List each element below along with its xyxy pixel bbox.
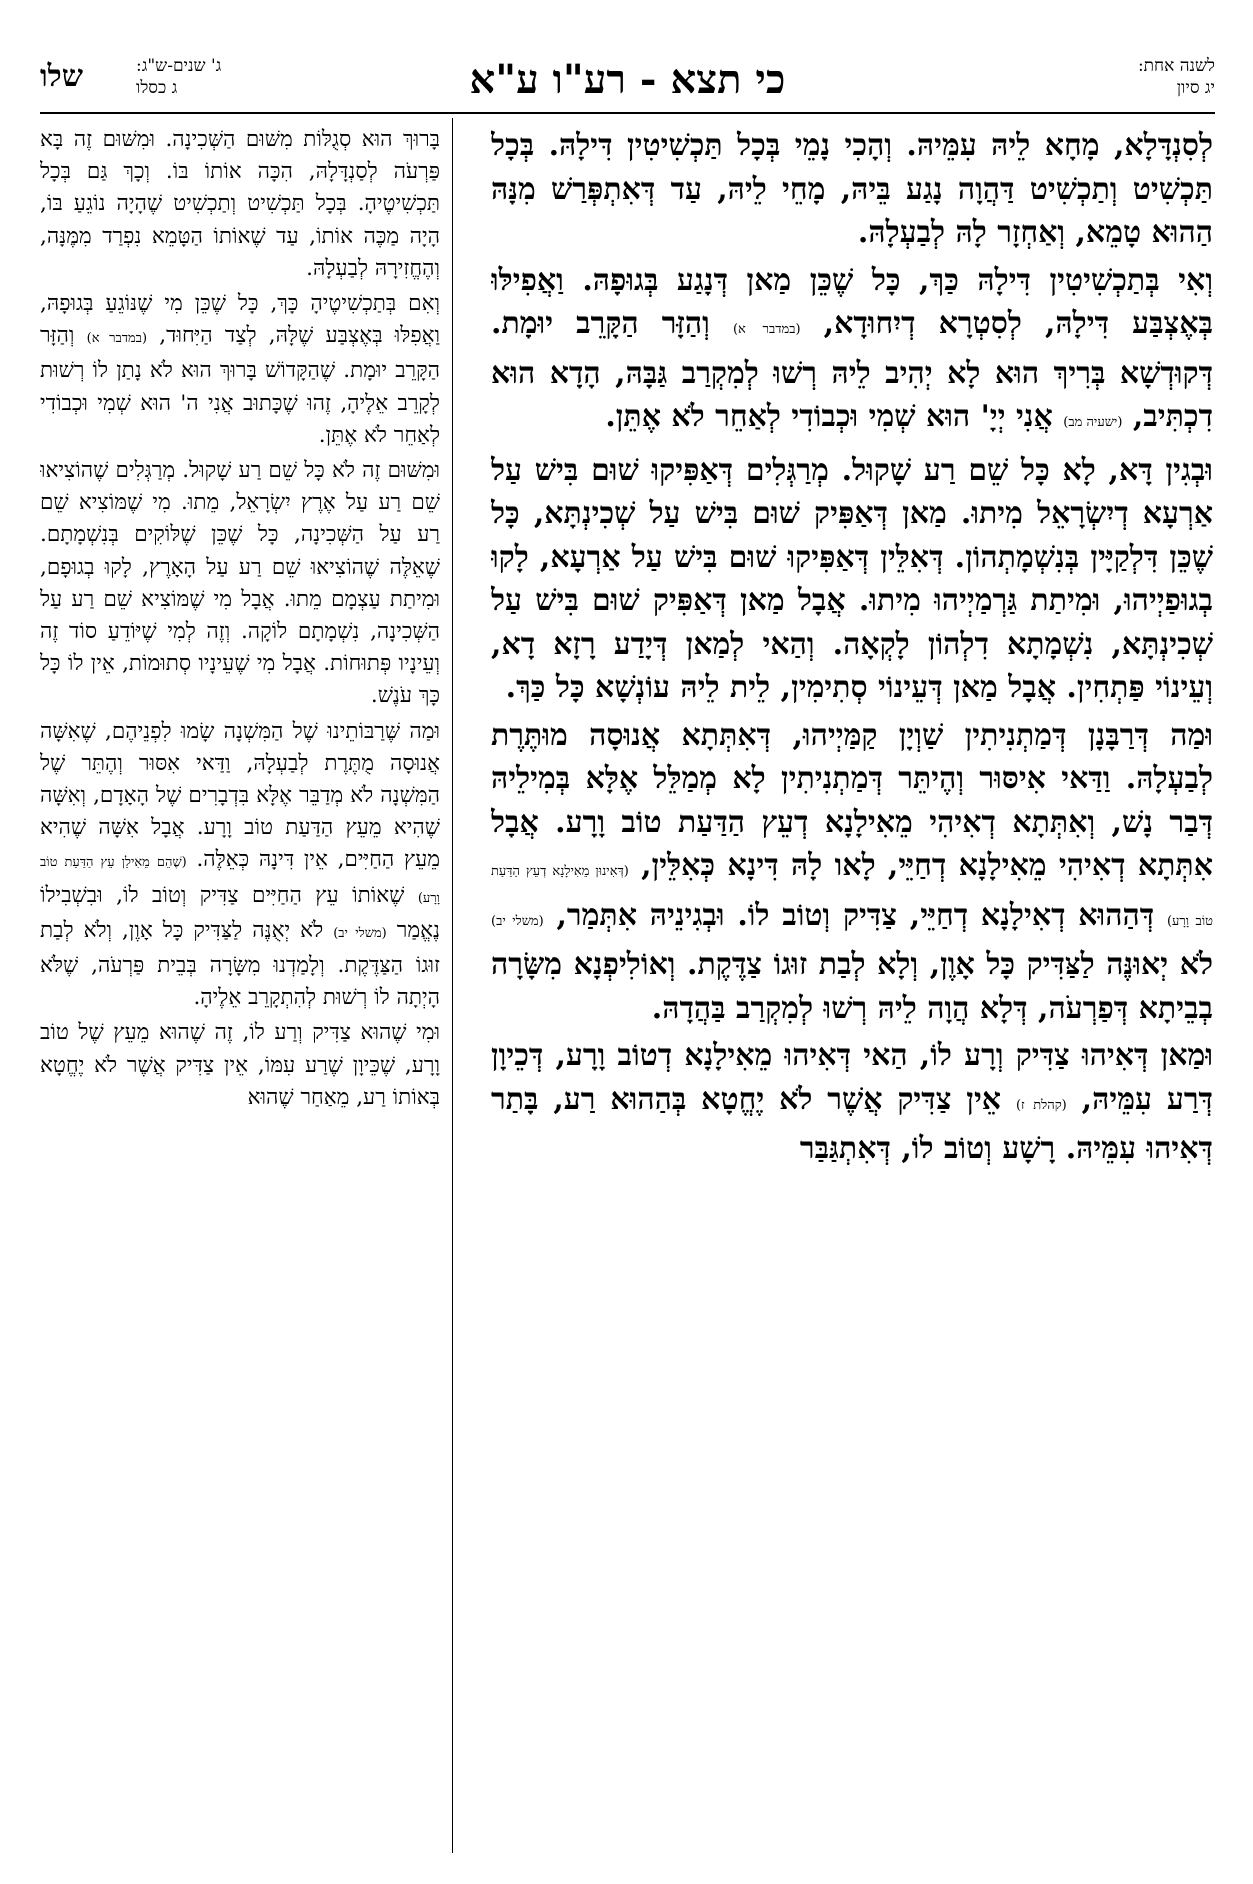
source-reference: (שֶׁהֵם מֵאִילַן עֵץ הַדַּעַת טוֹב וָרָע) [40,855,440,906]
translation-paragraph [40,288,440,452]
main-paragraph-text: לְסִנְדָּלָא, מָחָא לֵיהּ עִמֵּיהּ. וְהָכִי נָמֵי בְּכָל תַּכְשִׁיטִין דִּילָהּ. בְּכָל תַּכְשִׁיט וְתַכְשִׁיט דַּהֲוָה נָגַע בֵּיהּ, מָחֵי לֵיהּ, עַד דְּאִתְפְּרַשׁ מִנָּהּ הַהוּא טָמֵא, וְאַחְזָר לָהּ לְבַעְלָהּ. [491,128,1213,250]
translation-paragraph [40,1017,440,1114]
source-reference: (משלי יב) [491,913,544,929]
main-paragraph [491,1034,1213,1171]
main-paragraph [491,714,1213,1031]
source-reference: (דְּאִינוּן מֵאִילָנָא דְעֵץ הַדַּעַת טוֹב וָרָע) [491,864,1213,929]
schedule-three-years-label: ג' שנים-ש"ג: [136,56,222,76]
header-divider [40,112,1215,114]
main-paragraph-text: אֵין צַדִּיק אֲשֶׁר לֹא יֶחֱטָא בְּהַהוּא רַע, בָּתַר דְּאִיהוּ עִמֵּיהּ. רָשָׁע וְטוֹב לוֹ, דְּאִתְגַּבַּר [491,1081,1213,1166]
main-paragraph [491,124,1213,255]
translation-paragraph-text: וּמִי שֶׁהוּא צַדִּיק וְרַע לוֹ, זֶה שֶׁהוּא מֵעֵץ שֶׁל טוֹב וָרָע, שֶׁכֵּיוָן שֶׁרַע עִמּוֹ, אֵין צַדִּיק אֲשֶׁר לֹא יֶחֱטָא בְּאוֹתוֹ רַע, מֵאַחַר שֶׁהוּא [40,1020,440,1110]
source-reference: (במדבר א) [86,331,148,347]
main-paragraph-text: וְהַזָּר הַקָּרֵב יוּמָת. דְּקוּדְשָׁא בְּרִיךְ הוּא לָא יְהִיב לֵיהּ רְשׁוּ לְמִקְרַב גַּבָּהּ, הָדָא הוּא דִכְתִּיב, [491,306,1213,434]
main-paragraph-text: לֹא יְאוּנֶּה לַצַּדִּיק כָּל אָוֶן, וְלָא לְבַת זוּגוֹ צַדֶּקֶת. וְאוֹלִיפְנָא מִשָּׂרָה בְבֵיתָא דְּפַרְעֹה, דְּלָא הֲוָה לֵיהּ רְשׁוּ לְמִקְרַב בַּהֲדָהּ. [491,947,1213,1026]
translation-paragraph-text: וְהַזָּר הַקָּרֵב יוּמָת. שֶׁהַקָּדוֹשׁ בָּרוּךְ הוּא לֹא נָתַן לוֹ רְשׁוּת לְקָרֵב אֵלֶיהָ, זֶהוּ שֶׁכָּתוּב אֲנִי ה' הוּא שְׁמִי וּכְבוֹדִי לְאַחֵר לֹא אֶתֵּן. [40,323,440,448]
translation-paragraph-text: וּמִשּׁוּם זֶה לֹא כָּל שֵׁם רַע שָׁקוּל. מְרַגְּלִים שֶׁהוֹצִיאוּ שֵׁם רַע עַל אֶרֶץ יִשְׂרָאֵל, מֵתוּ. מִי שֶׁמּוֹצִיא שֵׁם רַע עַל הַשְּׁכִינָה, כָּל שֶׁכֵּן שֶׁלּוֹקִים בְּנִשְׁמָתָם. שֶׁאֵלֶּה שֶׁהוֹצִיאוּ שֵׁם רַע עַל הָאָרֶץ, לָקוּ בְגוּפָם, וּמִיתַת עַצְמָם מֵתוּ. אֲבָל מִי שֶׁמּוֹצִיא שֵׁם רַע עַל הַשְּׁכִינָה, נִשְׁמָתָם לוֹקָה. וְזֶה לְמִי שֶׁיּוֹדֵעַ סוֹד זֶה וְעֵינָיו פְּתוּחוֹת. אֲבָל מִי שֶׁעֵינָיו סְתוּמוֹת, אֵין לוֹ כָּל כָּךְ עֹנֶשׁ. [40,458,440,709]
column-divider [452,118,453,1853]
source-reference: (משלי יב) [333,925,387,941]
schedule-one-year-date: יג סיון [1176,78,1215,98]
main-paragraph-text: וּבְגִין דָּא, לָא כָּל שֵׁם רַע שָׁקוּל. מְרַגְּלִים דְּאַפִּיקוּ שׁוּם בִּישׁ עַל אַרְעָא דְיִשְׂרָאֵל מִיתוּ. מַאן דְּאַפִּיק שׁוּם בִּישׁ עַל שְׁכִינְתָּא, כָּל שֶׁכֵּן דִּלְקַיָּין בְּנִשְׁמָתְהוֹן. דְּאִלֵּין דְּאַפִּיקוּ שׁוּם בִּישׁ עַל אַרְעָא, לָקוּ בְגוּפַיְיהוּ, וּמִיתַת גַּרְמַיְיהוּ מִיתוּ. אֲבָל מַאן דְּאַפִּיק שׁוּם בִּישׁ עַל שְׁכִינְתָּא, נִשְׁמָתָא דִלְהוֹן לָקְאָה. וְהַאי לְמַאן דְּיָדַע רָזָא דָא, וְעֵינוֹי פַּתְחִין. אֲבָל מַאן דְּעֵינוֹי סְתִימִין, לֵית לֵיהּ עוֹנְשָׁא כָּל כַּךְ. [491,452,1213,705]
source-reference: (ישעיה מב) [1063,415,1123,430]
schedule-one-year-label: לשנה אחת: [1137,56,1215,76]
translation-paragraph-text: לֹא יְאֻנֶּה לַצַּדִּיק כָּל אָוֶן, וְלֹא לְבַת זוּגוֹ הַצַּדֶּקֶת. וְלָמַדְנוּ מִשָּׂרָה בְּבֵית פַּרְעֹה, שֶׁלֹּא הָיְתָה לוֹ רְשׁוּת לְהִתְקָרֵב אֵלֶיהָ. [40,917,440,1011]
main-paragraph [491,449,1213,710]
page-header [40,56,1215,110]
schedule-three-years-date: ג כסלו [136,78,178,98]
source-reference: (קהלת ז) [1015,1097,1067,1113]
main-paragraph [491,259,1213,445]
main-text-column [491,124,1213,1859]
main-paragraph-text: וּמַה דְּרַבָּנָן דְּמַתְנִיתִין שַׁוְיָן קַמַּיְיהוּ, דְּאִתְּתָא אֲנוּסָה מוּתֶּרֶת לְבַעְלָהּ. וַדַּאי אִיסּוּר וְהֶיתֵּר דְּמַתְנִיתִין לָא מְמַלֵּל אֶלָּא בְּמִילֵיהּ דְּבַר נָשׁ, וְאִתְּתָא דְאִיהִי מֵאִילָנָא דְעֵץ הַדַּעַת טוֹב וָרָע. אֲבָל אִתְּתָא דְאִיהִי מֵאִילָנָא דְחַיֵּי, לָאו לָהּ דִּינָא כְּאִלֵּין, [491,717,1213,883]
translation-paragraph-text: שֶׁאוֹתוֹ עֵץ הַחַיִּים צַדִּיק וְטוֹב לוֹ, וּבִשְׁבִילוֹ נֶאֱמַר [40,882,440,943]
main-paragraph-text: דְּהַהוּא דְאִילָנָא דְחַיֵּי, צַדִּיק וְטוֹב לוֹ. וּבְגִינֵיהּ אִתְּמַר, [556,897,1155,933]
translation-paragraph [40,455,440,713]
translation-column [40,124,440,1859]
main-paragraph-text: וּמַאן דְּאִיהוּ צַדִּיק וְרָע לוֹ, הַאי דְּאִיהוּ מֵאִילָנָא דְטוֹב וָרָע, דְּכֵיוָן דְּרַע עִמֵּיהּ, [491,1038,1213,1117]
translation-paragraph-text: וּמַה שֶּׁרַבּוֹתֵינוּ שֶׁל הַמִּשְׁנָה שָׂמוּ לִפְנֵיהֶם, שֶׁאִשָּׁה אֲנוּסָה מֻתֶּרֶת לְבַעְלָהּ, וַדַּאי אִסּוּר וְהֶתֵּר שֶׁל הַמִּשְׁנָה לֹא מְדַבֵּר אֶלָּא בִּדְבָרִים שֶׁל הָאָדָם, וְאִשָּׁה שֶׁהִיא מֵעֵץ הַדַּעַת טוֹב וָרָע. אֲבָל אִשָּׁה שֶׁהִיא מֵעֵץ הַחַיִּים, אֵין דִּינָהּ כְּאֵלֶּה. [40,718,440,873]
main-paragraph-text: וְאִי בְּתַכְשִׁיטִין דִּילָהּ כַּךְ, כָּל שֶׁכֵּן מַאן דְּנָגַע בְּגוּפָהּ. וַאֲפִילּוּ בְּאֶצְבַּע דִּילָהּ, לְסִטְרָא דְיִחוּדָא, [491,262,1213,341]
source-reference: (במדבר א) [732,322,801,337]
translation-paragraph-text: וְאִם בְּתַכְשִׁיטֶיהָ כָּךְ, כָּל שֶׁכֵּן מִי שֶׁנּוֹגֵעַ בְּגוּפָהּ, וַאֲפִלּוּ בְּאֶצְבַּע שֶׁלָּהּ, לְצַד הַיִּחוּד, [40,291,440,349]
translation-paragraph-text: בָּרוּךְ הוּא סְגֻלּוֹת מִשּׁוּם הַשְּׁכִינָה. וּמִשּׁוּם זֶה בָּא פַּרְעֹה לְסַנְדָּלָהּ, הִכָּה אוֹתוֹ בּוֹ. וְכָךְ גַּם בְּכָל תַּכְשִׁיטֶיהָ. בְּכָל תַּכְשִׁיט וְתַכְשִׁיט שֶׁהָיָה נוֹגֵעַ בּוֹ, הָיָה מַכֶּה אוֹתוֹ, עַד שֶׁאוֹתוֹ הַטָּמֵא נִפְרַד מִמֶּנָּה, וְהֶחֱזִירָהּ לְבַעְלָהּ. [40,127,440,281]
main-paragraph-text: אֲנִי יְיָ' הוּא שְׁמִי וּכְבוֹדִי לְאַחֵר לֹא אֶתֵּן. [605,399,1053,434]
page-number: שלו [40,59,83,94]
translation-paragraph [40,124,440,285]
page-title: כי תצא - רע"ו ע"א [469,56,786,103]
translation-paragraph [40,716,440,1015]
